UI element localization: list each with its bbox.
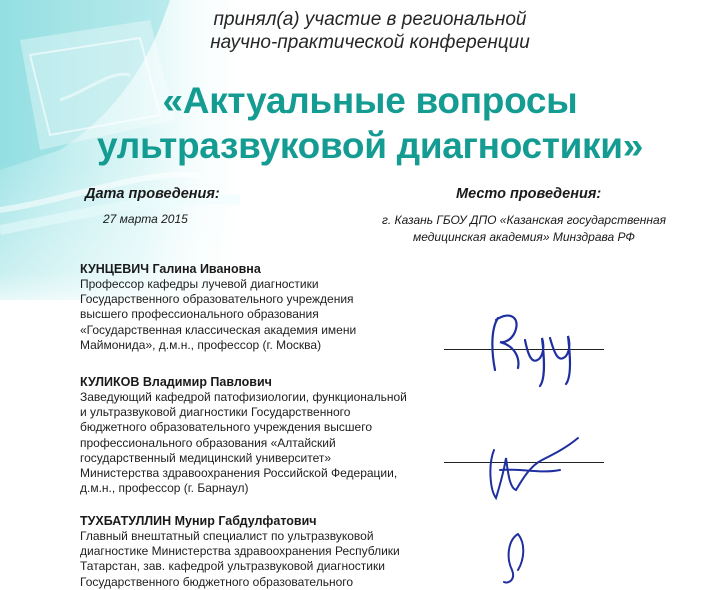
description-line: «Государственная классическая академия имени: [80, 322, 357, 337]
signature-kuntsevich: [470, 300, 600, 390]
signatory-kulikov: [80, 374, 407, 496]
description-line: Государственного бюджетного образовательного: [80, 574, 354, 589]
signatory-kuntsevich: [80, 261, 400, 353]
signatory-description: [80, 277, 400, 353]
signatory-description: [80, 390, 407, 496]
title-line: «Актуальные вопросы: [162, 80, 578, 121]
date-label: Дата проведения:: [85, 186, 220, 202]
date-value: 27 марта 2015: [103, 212, 188, 226]
description-line: Профессор кафедры лучевой диагностики: [80, 277, 319, 291]
place-line: медицинская академия» Минздрава РФ: [413, 230, 635, 244]
description-line: Маймонида», д.м.н., профессор (г. Москва): [80, 337, 322, 352]
signature-tukhbatullin: [478, 530, 558, 585]
intro-line: принял(а) участие в региональной: [213, 9, 527, 30]
place-label: Место проведения:: [456, 186, 602, 202]
title-line: ультразвуковой диагностики»: [96, 125, 643, 166]
description-line: д.м.н., профессор (г. Барнаул): [80, 481, 249, 496]
intro-text: [170, 8, 570, 54]
description-line: Главный внештатный специалист по ультразвуковой: [80, 529, 374, 543]
description-line: государственный медицинский университет»: [80, 450, 332, 465]
place-line: г. Казань ГБОУ ДПО «Казанская государственная: [381, 213, 667, 227]
signatory-description: [80, 529, 400, 590]
conference-title: [80, 78, 660, 168]
description-line: диагностике Министерства здравоохранения Республики: [80, 544, 400, 559]
description-line: высшего профессионального образования: [80, 307, 319, 322]
description-line: Государственного образовательного учреждения: [80, 292, 354, 307]
description-line: Заведующий кафедрой патофизиологии, функциональной: [80, 390, 407, 404]
description-line: Министерства здравоохранения Российской Федерации,: [80, 466, 398, 481]
description-line: и ультразвуковой диагностики Государственного: [80, 405, 351, 420]
place-value: [372, 212, 676, 246]
signatory-name: КУНЦЕВИЧ Галина Ивановна: [80, 262, 261, 276]
description-line: профессионального образования «Алтайский: [80, 435, 336, 450]
signatory-tukhbatullin: [80, 513, 400, 590]
description-line: бюджетного образовательного учреждения высшего: [80, 420, 373, 435]
description-line: Татарстан, зав. кафедрой ультразвуковой диагностики: [80, 559, 385, 574]
signatory-name: ТУХБАТУЛЛИН Мунир Габдулфатович: [80, 514, 317, 528]
signatory-name: КУЛИКОВ Владимир Павлович: [80, 375, 272, 389]
intro-line: научно-практической конференции: [210, 32, 530, 53]
signature-kulikov: [470, 430, 600, 510]
